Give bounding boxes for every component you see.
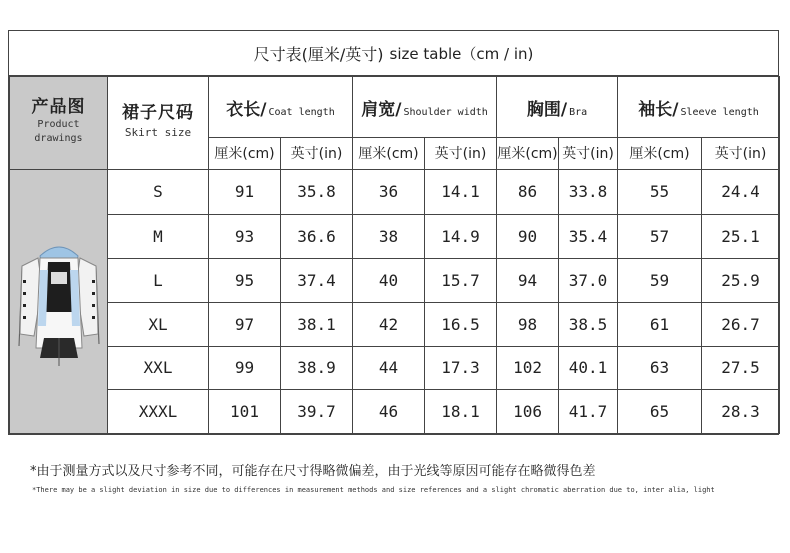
shoulder-cm: 44 (353, 346, 425, 390)
shoulder-cm: 38 (353, 215, 425, 259)
coat-in: 35.8 (281, 169, 353, 215)
unit-shoulder-cm: 厘米(cm) (353, 138, 425, 170)
coat-cm: 93 (209, 215, 281, 259)
shoulder-in: 14.1 (425, 169, 497, 215)
sleeve-in: 25.1 (702, 215, 780, 259)
header-bra-cn: 胸围/ (526, 99, 568, 120)
bra-in: 41.7 (559, 390, 618, 434)
bra-in: 37.0 (559, 259, 618, 303)
header-bra (497, 77, 618, 138)
table-row (10, 390, 780, 434)
coat-cm: 91 (209, 169, 281, 215)
sleeve-in: 26.7 (702, 302, 780, 346)
header-size-en: Skirt size (124, 125, 192, 139)
table-row (10, 215, 780, 259)
unit-coat-in: 英寸(in) (281, 138, 353, 170)
coat-cm: 101 (209, 390, 281, 434)
size-label: L (108, 259, 209, 303)
coat-in: 39.7 (281, 390, 353, 434)
bra-cm: 86 (497, 169, 559, 215)
size-label: M (108, 215, 209, 259)
unit-coat-cm: 厘米(cm) (209, 138, 281, 170)
product-image-cell (10, 169, 108, 433)
header-product-cn: 产品图 (31, 96, 86, 117)
coat-cm: 99 (209, 346, 281, 390)
size-label: XL (108, 302, 209, 346)
sleeve-in: 27.5 (702, 346, 780, 390)
coat-in: 36.6 (281, 215, 353, 259)
size-table (9, 76, 780, 434)
coat-in: 37.4 (281, 259, 353, 303)
shoulder-in: 15.7 (425, 259, 497, 303)
sleeve-cm: 61 (618, 302, 702, 346)
size-label: XXL (108, 346, 209, 390)
header-product-en1: Product (37, 118, 80, 130)
coat-cm: 97 (209, 302, 281, 346)
header-sleeve (618, 77, 780, 138)
bra-in: 40.1 (559, 346, 618, 390)
header-bra-en: Bra (569, 106, 588, 118)
header-product-en2: drawings (34, 132, 83, 144)
header-coat-en: Coat length (268, 106, 335, 118)
note-cn: *由于测量方式以及尺寸参考不同，可能存在尺寸得略微偏差，由于光线等原因可能存在略微得色差 (30, 464, 596, 479)
header-sleeve-cn: 袖长/ (638, 99, 679, 120)
header-shoulder-cn: 肩宽/ (361, 99, 402, 120)
coat-cm: 95 (209, 259, 281, 303)
shoulder-cm: 36 (353, 169, 425, 215)
shoulder-in: 17.3 (425, 346, 497, 390)
header-size-cn: 裙子尺码 (122, 102, 194, 123)
title-en: size table（cm / in) (389, 44, 534, 63)
shoulder-cm: 40 (353, 259, 425, 303)
header-shoulder-en: Shoulder width (403, 106, 488, 118)
sleeve-cm: 55 (618, 169, 702, 215)
product-jacket-image (16, 226, 102, 376)
unit-sleeve-in: 英寸(in) (702, 138, 780, 170)
sleeve-in: 24.4 (702, 169, 780, 215)
table-row (10, 259, 780, 303)
shoulder-in: 18.1 (425, 390, 497, 434)
coat-in: 38.9 (281, 346, 353, 390)
shoulder-cm: 46 (353, 390, 425, 434)
table-row (10, 346, 780, 390)
coat-in: 38.1 (281, 302, 353, 346)
sleeve-cm: 63 (618, 346, 702, 390)
shoulder-in: 14.9 (425, 215, 497, 259)
table-row (10, 302, 780, 346)
unit-shoulder-in: 英寸(in) (425, 138, 497, 170)
unit-bra-in: 英寸(in) (559, 138, 618, 170)
table-title (9, 31, 778, 76)
size-label: XXXL (108, 390, 209, 434)
header-size (108, 77, 209, 170)
table-row (10, 169, 780, 215)
bra-in: 38.5 (559, 302, 618, 346)
size-table-frame (8, 30, 779, 435)
unit-bra-cm: 厘米(cm) (497, 138, 559, 170)
size-label: S (108, 169, 209, 215)
bra-cm: 94 (497, 259, 559, 303)
header-coat-cn: 衣长/ (226, 99, 267, 120)
header-product (10, 77, 108, 170)
sleeve-in: 25.9 (702, 259, 780, 303)
shoulder-cm: 42 (353, 302, 425, 346)
bra-cm: 102 (497, 346, 559, 390)
bra-in: 35.4 (559, 215, 618, 259)
bra-cm: 90 (497, 215, 559, 259)
sleeve-cm: 59 (618, 259, 702, 303)
header-coat (209, 77, 353, 138)
shoulder-in: 16.5 (425, 302, 497, 346)
header-shoulder (353, 77, 497, 138)
bra-in: 33.8 (559, 169, 618, 215)
size-grid (9, 76, 778, 434)
sleeve-cm: 65 (618, 390, 702, 434)
sleeve-in: 28.3 (702, 390, 780, 434)
bra-cm: 98 (497, 302, 559, 346)
title-cn: 尺寸表(厘米/英寸) (253, 44, 384, 64)
header-sleeve-en: Sleeve length (680, 106, 759, 118)
unit-sleeve-cm: 厘米(cm) (618, 138, 702, 170)
sleeve-cm: 57 (618, 215, 702, 259)
note-en: *There may be a slight deviation in size due to differences in measurement methods and size references and a slight chromatic aberration due to, inter alia, light (32, 486, 715, 494)
bra-cm: 106 (497, 390, 559, 434)
